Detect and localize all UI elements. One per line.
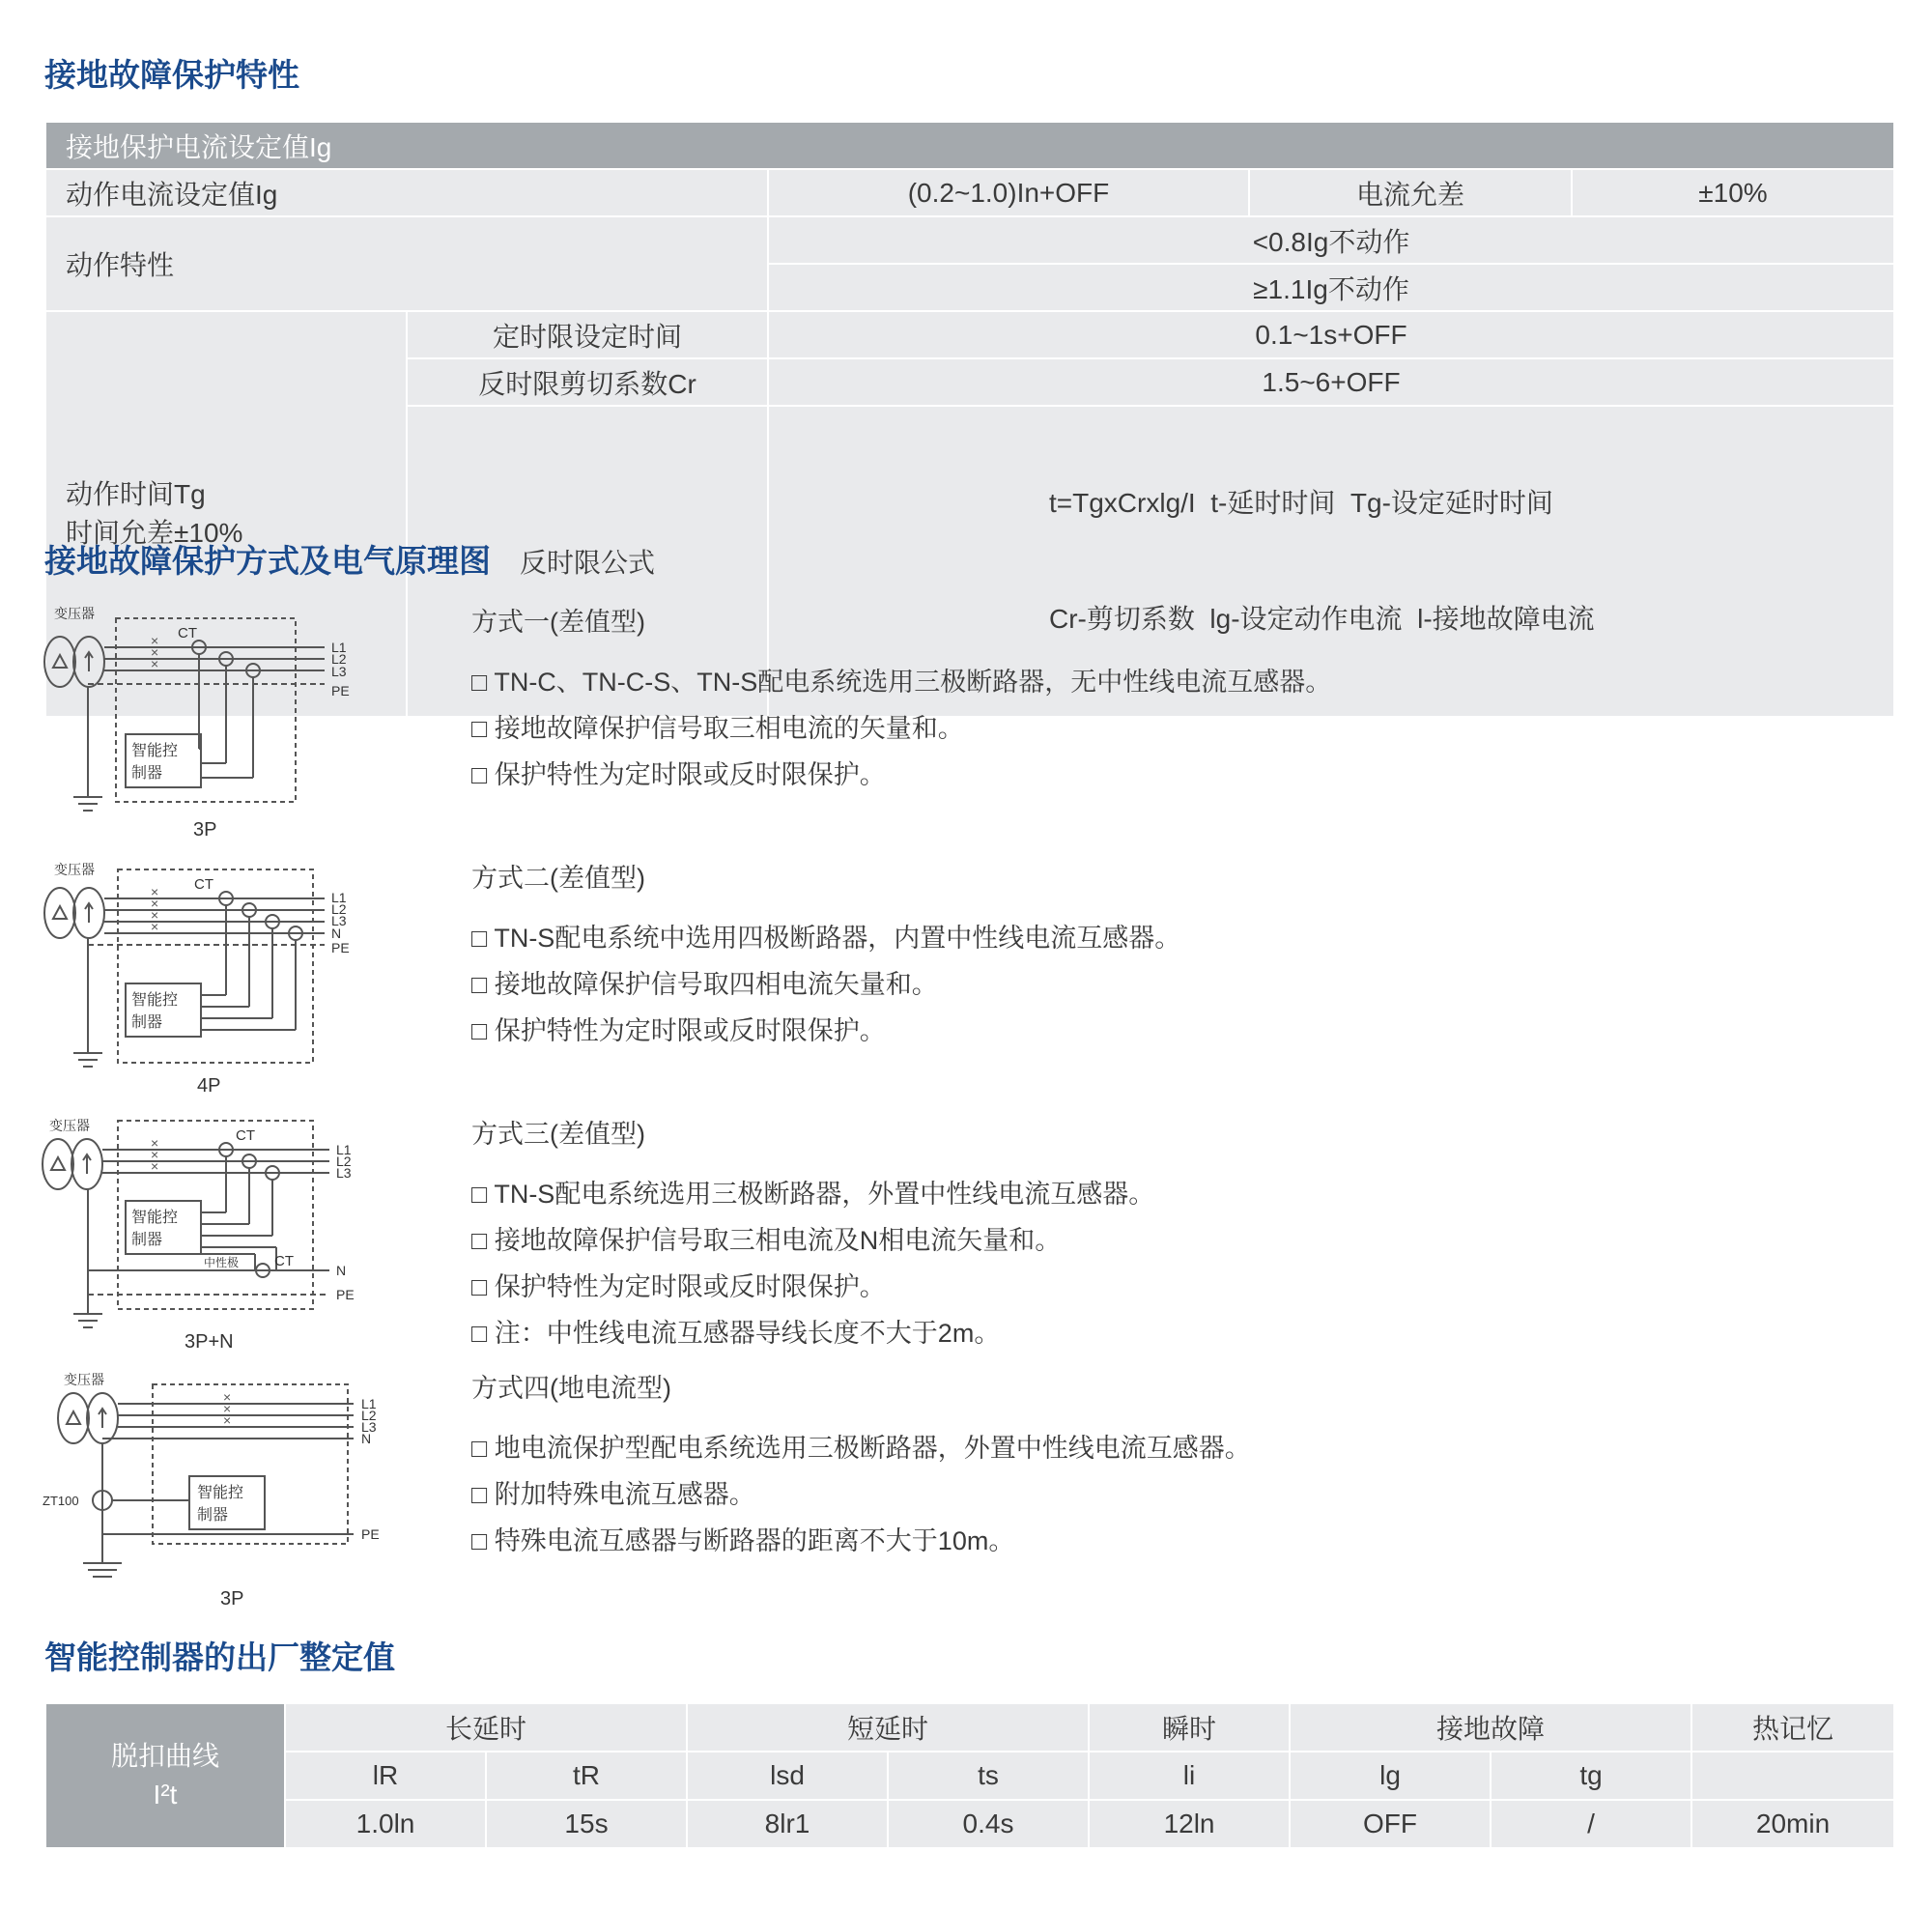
l2-label: L2 bbox=[331, 651, 347, 667]
value-cell: 1.0ln bbox=[285, 1800, 486, 1848]
mode-item: □ TN-C、TN-C-S、TN-S配电系统选用三极断路器，无中性线电流互感器。 bbox=[471, 668, 1332, 697]
diagram-4p-mode2 bbox=[35, 860, 383, 1106]
diagram-caption: 3P bbox=[193, 819, 217, 841]
time-label-line1: 动作时间Tg bbox=[66, 479, 206, 509]
definite-time-label: 定时限设定时间 bbox=[407, 311, 768, 358]
ct-label: CT bbox=[194, 876, 213, 893]
l3-label: L3 bbox=[331, 664, 347, 679]
trip-curve-type: I²t bbox=[153, 1780, 178, 1809]
l1-label: L1 bbox=[331, 640, 347, 655]
time-label-line2: 时间允差±10% bbox=[66, 518, 243, 548]
value-cell: 12ln bbox=[1089, 1800, 1290, 1848]
diagram-3p-mode4 bbox=[35, 1370, 383, 1621]
l2-label: L2 bbox=[361, 1408, 377, 1423]
l2-label: L2 bbox=[336, 1154, 352, 1169]
controller-label-1: 智能控 bbox=[131, 1210, 179, 1226]
mode-item: □ 注：中性线电流互感器导线长度不大于2m。 bbox=[471, 1319, 1001, 1348]
group-long-delay: 长延时 bbox=[285, 1703, 687, 1752]
group-ground-fault: 接地故障 bbox=[1290, 1703, 1691, 1752]
l1-label: L1 bbox=[361, 1396, 377, 1411]
row-label-current: 动作电流设定值Ig bbox=[45, 169, 768, 216]
value-cell: OFF bbox=[1290, 1800, 1491, 1848]
group-thermal-memory: 热记忆 bbox=[1691, 1703, 1894, 1752]
l1-label: L1 bbox=[331, 890, 347, 905]
char-line-1: <0.8Ig不动作 bbox=[768, 216, 1894, 264]
mode-1-block bbox=[471, 599, 1331, 798]
value-cell: 8lr1 bbox=[687, 1800, 888, 1848]
param-cell: lR bbox=[285, 1752, 486, 1800]
svg-text:×: × bbox=[151, 907, 159, 923]
formula-line-1: t=TgxCrxlg/I t-延时时间 Tg-设定延时时间 bbox=[1049, 488, 1553, 518]
formula-label: 反时限公式 bbox=[407, 406, 768, 717]
controller-label-2: 制器 bbox=[197, 1507, 229, 1524]
group-instantaneous: 瞬时 bbox=[1089, 1703, 1290, 1752]
row-label-characteristics: 动作特性 bbox=[45, 216, 768, 311]
diagram-3pn-mode3 bbox=[35, 1116, 383, 1362]
transformer-label: 变压器 bbox=[54, 606, 95, 621]
section-title-factory-settings: 智能控制器的出厂整定值 bbox=[44, 1639, 395, 1675]
mode-item: □ 特殊电流互感器与断路器的距离不大于10m。 bbox=[471, 1526, 1015, 1555]
param-cell: tR bbox=[486, 1752, 687, 1800]
transformer-label: 变压器 bbox=[64, 1372, 104, 1387]
controller-label-1: 智能控 bbox=[131, 743, 179, 759]
l3-label: L3 bbox=[331, 913, 347, 928]
svg-text:×: × bbox=[223, 1401, 232, 1416]
mode-item: □ 接地故障保护信号取四相电流矢量和。 bbox=[471, 970, 938, 999]
svg-text:×: × bbox=[151, 644, 159, 660]
svg-text:×: × bbox=[151, 633, 159, 648]
mode-3-block bbox=[471, 1111, 1154, 1356]
mode-title: 方式一(差值型) bbox=[471, 608, 645, 637]
trip-curve-cell bbox=[45, 1703, 285, 1848]
current-range: (0.2~1.0)In+OFF bbox=[768, 169, 1249, 216]
controller-label-2: 制器 bbox=[131, 765, 163, 782]
mode-item: □ 保护特性为定时限或反时限保护。 bbox=[471, 1272, 886, 1301]
l3-label: L3 bbox=[336, 1165, 352, 1181]
svg-text:×: × bbox=[151, 1158, 159, 1174]
svg-text:×: × bbox=[151, 656, 159, 671]
param-cell: lsd bbox=[687, 1752, 888, 1800]
group-short-delay: 短延时 bbox=[687, 1703, 1089, 1752]
section-title-ground-fault-characteristics: 接地故障保护特性 bbox=[44, 57, 299, 93]
mode-item: □ TN-S配电系统选用三极断路器，外置中性线电流互感器。 bbox=[471, 1180, 1155, 1209]
diagram-caption: 4P bbox=[197, 1075, 221, 1097]
value-cell: / bbox=[1491, 1800, 1691, 1848]
controller-label-1: 智能控 bbox=[131, 992, 179, 1009]
formula-line-2: Cr-剪切系数 lg-设定动作电流 l-接地故障电流 bbox=[1049, 604, 1595, 634]
svg-text:×: × bbox=[151, 1135, 159, 1151]
mode-item: □ 保护特性为定时限或反时限保护。 bbox=[471, 1016, 886, 1045]
svg-text:×: × bbox=[151, 884, 159, 899]
n-label: N bbox=[336, 1263, 347, 1278]
param-cell: ts bbox=[888, 1752, 1089, 1800]
controller-label-1: 智能控 bbox=[197, 1485, 244, 1501]
l3-label: L3 bbox=[361, 1419, 377, 1435]
mode-title: 方式二(差值型) bbox=[471, 864, 645, 893]
svg-text:×: × bbox=[223, 1389, 232, 1405]
ct-label-neutral: CT bbox=[274, 1253, 294, 1269]
l2-label: L2 bbox=[331, 901, 347, 917]
cr-label: 反时限剪切系数Cr bbox=[407, 358, 768, 406]
tolerance-label: 电流允差 bbox=[1249, 169, 1572, 216]
controller-label-2: 制器 bbox=[131, 1014, 163, 1031]
param-cell: li bbox=[1089, 1752, 1290, 1800]
ct-label: CT bbox=[236, 1127, 255, 1144]
table-header: 接地保护电流设定值Ig bbox=[45, 122, 1894, 169]
diagram-3p-mode1 bbox=[35, 604, 383, 850]
param-cell bbox=[1691, 1752, 1894, 1800]
factory-settings-table bbox=[44, 1702, 1895, 1849]
mode-title: 方式四(地电流型) bbox=[471, 1374, 671, 1403]
param-cell: tg bbox=[1491, 1752, 1691, 1800]
char-line-2: ≥1.1Ig不动作 bbox=[768, 264, 1894, 311]
trip-curve-label: 脱扣曲线 bbox=[110, 1741, 219, 1771]
pe-label: PE bbox=[336, 1287, 355, 1302]
pe-label: PE bbox=[361, 1526, 380, 1542]
value-cell: 0.4s bbox=[888, 1800, 1089, 1848]
mode-item: □ 接地故障保护信号取三相电流及N相电流矢量和。 bbox=[471, 1226, 1062, 1255]
mode-4-block bbox=[471, 1365, 1251, 1564]
svg-text:×: × bbox=[151, 1147, 159, 1162]
transformer-label: 变压器 bbox=[54, 862, 95, 877]
mode-item: □ 地电流保护型配电系统选用三极断路器，外置中性线电流互感器。 bbox=[471, 1434, 1251, 1463]
mode-item: □ TN-S配电系统中选用四极断路器，内置中性线电流互感器。 bbox=[471, 924, 1181, 953]
diagram-caption: 3P+N bbox=[185, 1331, 234, 1353]
n-label: N bbox=[361, 1431, 372, 1446]
pe-label: PE bbox=[331, 940, 350, 955]
tolerance-value: ±10% bbox=[1572, 169, 1894, 216]
param-cell: lg bbox=[1290, 1752, 1491, 1800]
diagram-caption: 3P bbox=[220, 1588, 244, 1610]
transformer-label: 变压器 bbox=[49, 1118, 90, 1133]
n-label: N bbox=[331, 926, 342, 941]
mode-item: □ 附加特殊电流互感器。 bbox=[471, 1480, 755, 1509]
controller-label-2: 制器 bbox=[131, 1232, 163, 1248]
mode-item: □ 保护特性为定时限或反时限保护。 bbox=[471, 760, 886, 789]
mode-2-block bbox=[471, 855, 1180, 1054]
mode-title: 方式三(差值型) bbox=[471, 1120, 645, 1149]
definite-time-value: 0.1~1s+OFF bbox=[768, 311, 1894, 358]
neutral-pole-label: 中性极 bbox=[204, 1256, 240, 1269]
svg-text:×: × bbox=[223, 1412, 232, 1428]
value-cell: 15s bbox=[486, 1800, 687, 1848]
value-cell: 20min bbox=[1691, 1800, 1894, 1848]
cr-value: 1.5~6+OFF bbox=[768, 358, 1894, 406]
svg-text:×: × bbox=[151, 919, 159, 934]
svg-text:×: × bbox=[151, 896, 159, 911]
pe-label: PE bbox=[331, 683, 350, 698]
section-title-protection-modes: 接地故障保护方式及电气原理图 bbox=[44, 543, 491, 579]
zt100-label: ZT100 bbox=[43, 1494, 79, 1508]
l1-label: L1 bbox=[336, 1142, 352, 1157]
mode-item: □ 接地故障保护信号取三相电流的矢量和。 bbox=[471, 714, 964, 743]
ct-label: CT bbox=[178, 625, 197, 641]
